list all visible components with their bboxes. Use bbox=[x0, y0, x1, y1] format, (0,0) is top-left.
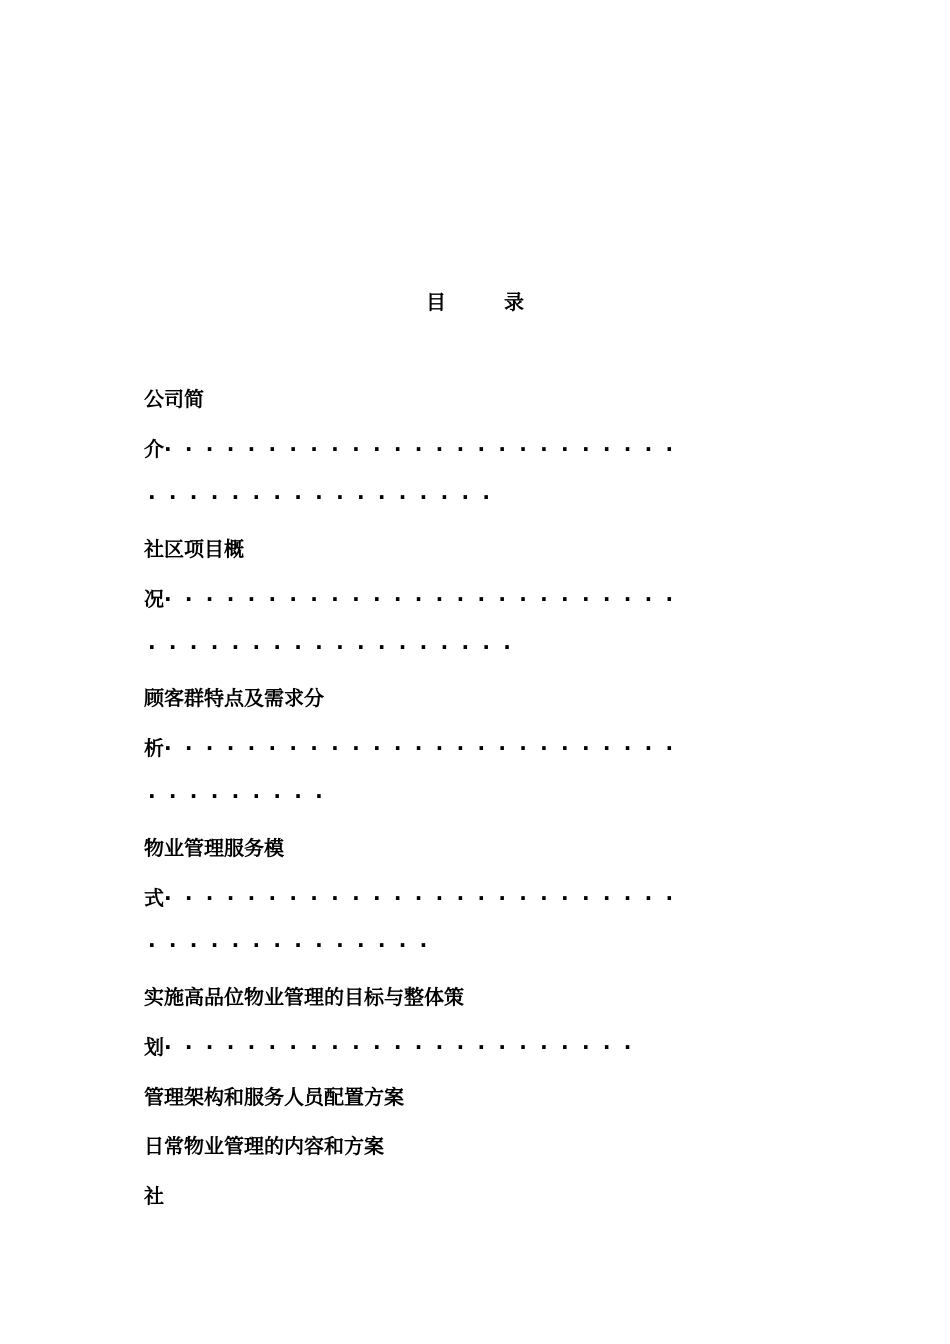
toc-entry-leader bbox=[144, 436, 686, 462]
toc-entry-tail: 划 bbox=[144, 1035, 164, 1059]
dot-leader: ·················· bbox=[148, 635, 525, 659]
toc-entry-heading: 管理架构和服务人员配置方案 bbox=[144, 1085, 404, 1109]
toc-entry-heading: 社 bbox=[144, 1184, 164, 1208]
toc-entry-leader bbox=[144, 1034, 645, 1060]
dot-leader: ·············· bbox=[148, 933, 441, 957]
toc-title-left: 目 bbox=[426, 290, 446, 314]
dot-leader: ························· bbox=[164, 736, 687, 760]
toc-entry-heading: 顾客群特点及需求分 bbox=[144, 686, 324, 710]
toc-entry-tail: 介 bbox=[144, 437, 164, 461]
toc-entry-heading: 社区项目概 bbox=[144, 537, 244, 561]
toc-entry-tail: 析 bbox=[144, 736, 164, 760]
dot-leader: ························· bbox=[164, 437, 687, 461]
toc-entry-leader bbox=[144, 586, 686, 612]
toc-entry-heading: 公司简 bbox=[144, 387, 204, 411]
dot-leader: ········· bbox=[148, 784, 337, 808]
dot-leader: ························· bbox=[164, 587, 687, 611]
toc-title-right: 录 bbox=[504, 290, 524, 314]
toc-entry-tail: 况 bbox=[144, 587, 164, 611]
toc-entry-heading: 物业管理服务模 bbox=[144, 836, 284, 860]
dot-leader: ························· bbox=[164, 886, 687, 910]
toc-entry-leader bbox=[144, 885, 686, 911]
toc-title bbox=[0, 286, 950, 315]
dot-leader: ······················· bbox=[164, 1035, 645, 1059]
dot-leader: ················· bbox=[148, 485, 504, 509]
toc-entry-heading: 日常物业管理的内容和方案 bbox=[144, 1134, 384, 1158]
toc-entry-tail: 式 bbox=[144, 886, 164, 910]
toc-entry-leader bbox=[144, 735, 686, 761]
toc-entry-heading: 实施高品位物业管理的目标与整体策 bbox=[144, 985, 464, 1009]
